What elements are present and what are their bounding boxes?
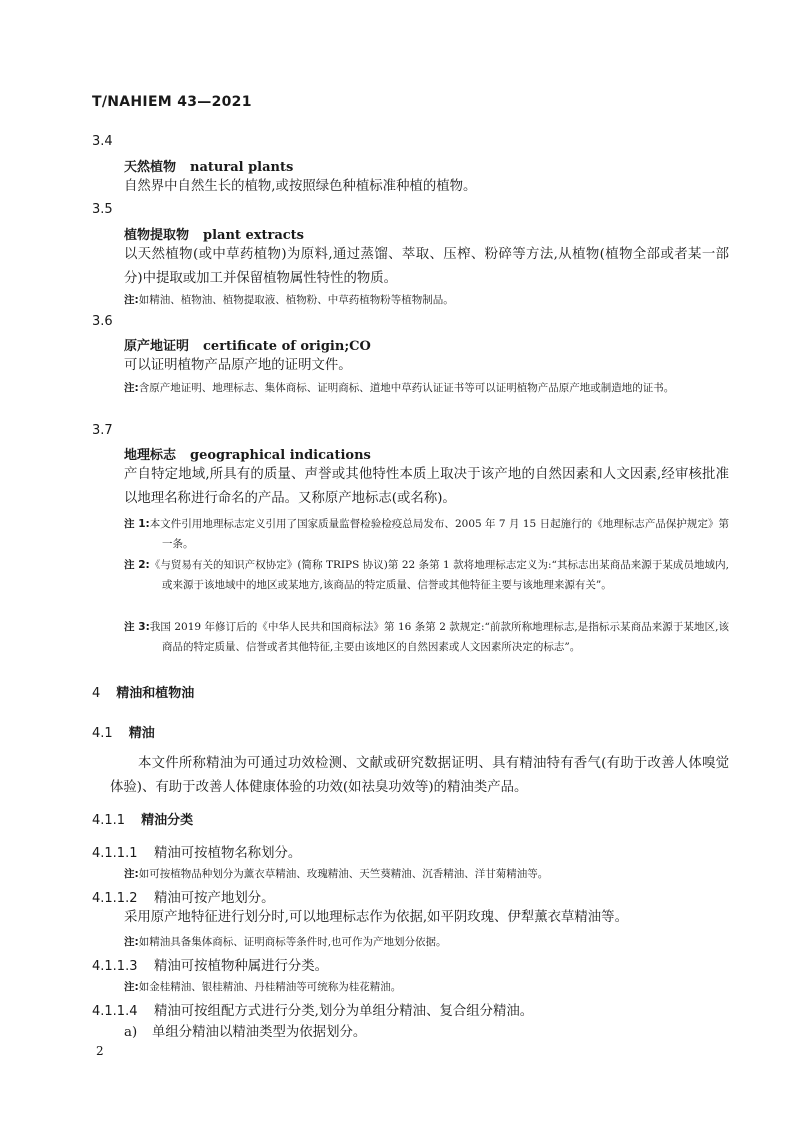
clause-text: 精油可按产地划分。 bbox=[154, 891, 275, 906]
term-note bbox=[124, 290, 729, 310]
term-definition: 以天然植物(或中草药植物)为原料,通过蒸馏、萃取、压榨、粉碎等方法,从植物(植物全部或者某一部分)中提取或加工并保留植物属性特性的物质。 bbox=[124, 247, 729, 286]
note-label: 注 2: bbox=[124, 559, 150, 571]
note-label: 注: bbox=[124, 294, 139, 306]
section-title: 精油分类 bbox=[141, 813, 194, 828]
term-note bbox=[124, 514, 729, 554]
note-text: 如精油具备集体商标、证明商标等条件时,也可作为产地划分依据。 bbox=[138, 936, 447, 948]
document-id: T/NAHIEM 43—2021 bbox=[92, 94, 252, 110]
note-label: 注 1: bbox=[124, 518, 150, 530]
list-item-text: 单组分精油以精油类型为依据划分。 bbox=[152, 1025, 367, 1040]
note-text: 《与贸易有关的知识产权协定》(简称 TRIPS 协议)第 22 条第 1 款将地理标志定义为:“其标志出某商品来源于某成员地域内,或来源于该地域中的地区或某地方,该商品的特定质量、信誉或其他特征主要与该地理来源有关”。 bbox=[149, 559, 729, 591]
subsection-heading bbox=[92, 809, 193, 828]
section-heading bbox=[92, 682, 194, 701]
clause-number: 4.1.1.2 bbox=[92, 891, 138, 906]
clause-number: 4.1.1.4 bbox=[92, 1004, 138, 1019]
list-item-label: a) bbox=[124, 1025, 138, 1040]
clause-number: 3.4 bbox=[92, 134, 113, 149]
section-number: 4.1 bbox=[92, 726, 113, 741]
clause-number: 3.7 bbox=[92, 423, 113, 438]
clause bbox=[92, 842, 301, 861]
note-label: 注: bbox=[124, 981, 139, 993]
clause-note bbox=[124, 864, 729, 884]
clause-number: 4.1.1.1 bbox=[92, 846, 138, 861]
term-note bbox=[124, 555, 729, 595]
term-definition: 可以证明植物产品原产地的证明文件。 bbox=[124, 358, 352, 373]
term-definition: 产自特定地域,所具有的质量、声誉或其他特性本质上取决于该产地的自然因素和人文因素,经审核批准以地理名称进行命名的产品。又称原产地标志(或名称)。 bbox=[124, 467, 729, 506]
term-cn: 植物提取物 bbox=[124, 228, 190, 243]
clause-number: 4.1.1.3 bbox=[92, 959, 138, 974]
term-cn: 天然植物 bbox=[124, 160, 177, 175]
list-item bbox=[124, 1021, 366, 1040]
term-heading bbox=[124, 224, 304, 243]
clause-text: 精油可按组配方式进行分类,划分为单组分精油、复合组分精油。 bbox=[154, 1004, 534, 1019]
term-definition: 自然界中自然生长的植物,或按照绿色种植标准种植的植物。 bbox=[124, 179, 477, 194]
section-number: 4.1.1 bbox=[92, 813, 126, 828]
section-title: 精油 bbox=[128, 726, 155, 741]
clause-number: 3.5 bbox=[92, 202, 113, 217]
note-text: 我国 2019 年修订后的《中华人民共和国商标法》第 16 条第 2 款规定:“前款所称地理标志,是指标示某商品来源于某地区,该商品的特定质量、信誉或者其他特征,主要由该地区的自然因素或人文因素所决定的标志”。 bbox=[149, 621, 729, 653]
note-label: 注: bbox=[124, 936, 139, 948]
term-cn: 地理标志 bbox=[124, 448, 177, 463]
clause-note bbox=[124, 932, 729, 952]
clause-text: 精油可按植物种属进行分类。 bbox=[154, 959, 329, 974]
note-text: 本文件引用地理标志定义引用了国家质量监督检验检疫总局发布、2005 年 7 月 15 日起施行的《地理标志产品保护规定》第一条。 bbox=[149, 518, 729, 550]
note-text: 如可按植物品种划分为薰衣草精油、玫瑰精油、天竺葵精油、沉香精油、洋甘菊精油等。 bbox=[138, 868, 549, 880]
term-heading bbox=[124, 444, 371, 463]
clause-text: 精油可按植物名称划分。 bbox=[154, 846, 302, 861]
term-cn: 原产地证明 bbox=[124, 339, 190, 354]
term-heading bbox=[124, 335, 371, 354]
term-heading bbox=[124, 156, 293, 175]
clause-note bbox=[124, 977, 729, 997]
clause bbox=[92, 955, 328, 974]
term-en: plant extracts bbox=[203, 228, 304, 243]
clause-number: 3.6 bbox=[92, 314, 113, 329]
note-label: 注: bbox=[124, 868, 139, 880]
term-en: natural plants bbox=[190, 160, 294, 175]
note-text: 如精油、植物油、植物提取液、植物粉、中草药植物粉等植物制品。 bbox=[138, 294, 454, 306]
clause bbox=[92, 887, 275, 906]
term-note bbox=[124, 378, 729, 398]
page-number: 2 bbox=[96, 1044, 104, 1058]
section-number: 4 bbox=[92, 686, 101, 701]
note-label: 注: bbox=[124, 382, 139, 394]
note-text: 如金桂精油、银桂精油、丹桂精油等可统称为桂花精油。 bbox=[138, 981, 402, 993]
term-note bbox=[124, 617, 729, 657]
term-en: geographical indications bbox=[190, 448, 371, 463]
note-label: 注 3: bbox=[124, 621, 150, 633]
note-text: 含原产地证明、地理标志、集体商标、证明商标、道地中草药认证证书等可以证明植物产品原产地或制造地的证书。 bbox=[138, 382, 675, 394]
term-en: certificate of origin;CO bbox=[203, 339, 371, 354]
section-title: 精油和植物油 bbox=[116, 686, 195, 701]
clause-extra: 采用原产地特征进行划分时,可以地理标志作为依据,如平阴玫瑰、伊犁薰衣草精油等。 bbox=[124, 910, 628, 925]
section-body: 本文件所称精油为可通过功效检测、文献或研究数据证明、具有精油特有香气(有助于改善人体嗅觉体验)、有助于改善人体健康体验的功效(如祛臭功效等)的精油类产品。 bbox=[110, 756, 729, 795]
subsection-heading bbox=[92, 722, 155, 741]
clause bbox=[92, 1000, 533, 1019]
